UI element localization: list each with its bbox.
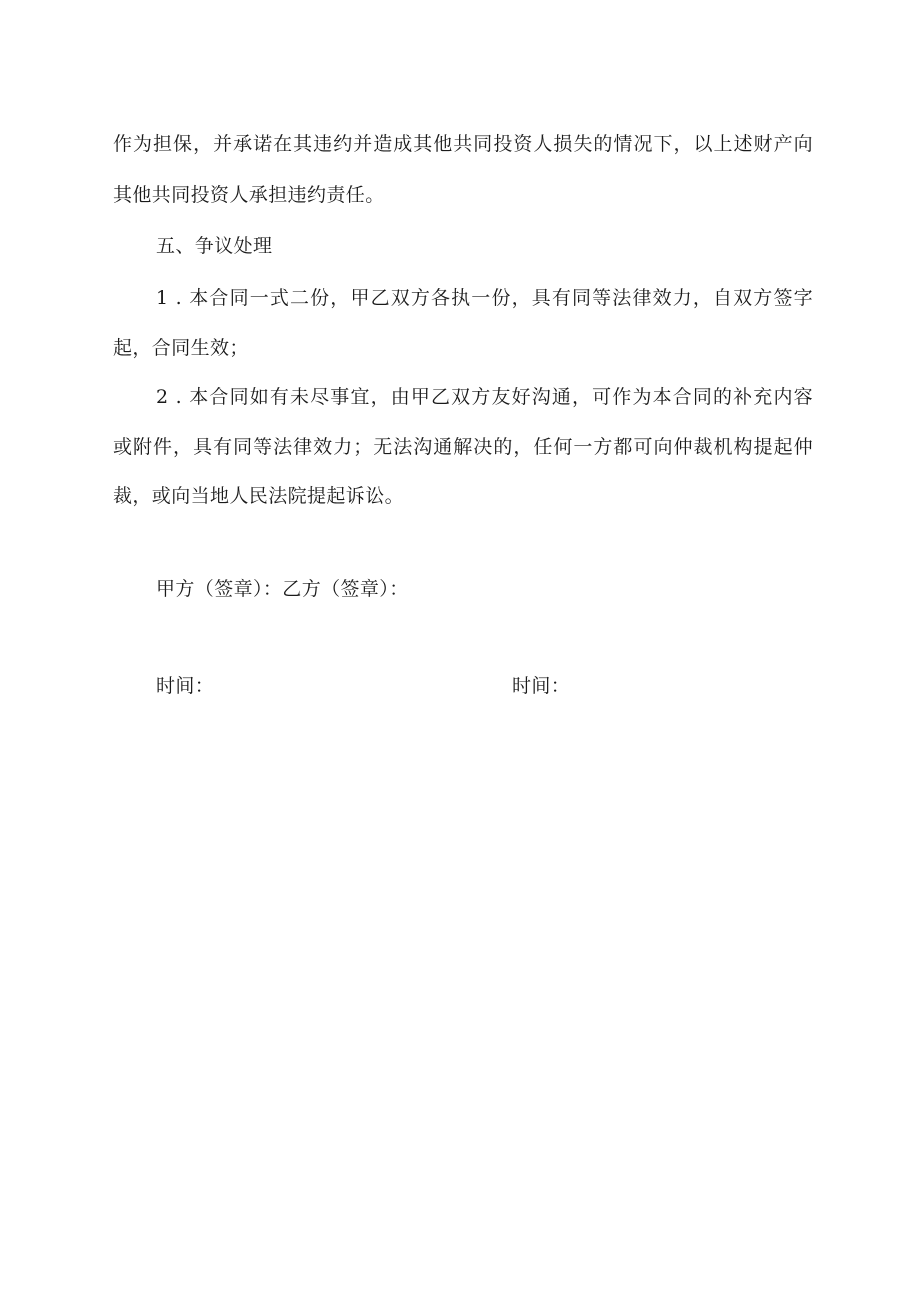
clause-2-line-3: 裁，或向当地人民法院提起诉讼。 — [113, 485, 405, 507]
clause-2-line-2: 或附件，具有同等法律效力；无法沟通解决的，任何一方都可向仲裁机构提起仲 — [113, 436, 813, 458]
signature-parties-line: 甲方（签章）：乙方（签章）： — [156, 578, 409, 600]
guarantee-paragraph-line-2: 其他共同投资人承担违约责任。 — [113, 184, 385, 206]
clause-1-line-2: 起，合同生效； — [113, 337, 249, 359]
section-heading-dispute: 五、争议处理 — [156, 235, 273, 257]
clause-2-line-1: 2 . 本合同如有未尽事宜，由甲乙双方友好沟通，可作为本合同的补充内容 — [156, 386, 813, 408]
clause-1-line-1: 1 . 本合同一式二份，甲乙双方各执一份，具有同等法律效力，自双方签字 — [156, 287, 813, 309]
guarantee-paragraph-line-1: 作为担保，并承诺在其违约并造成其他共同投资人损失的情况下，以上述财产向 — [113, 133, 813, 155]
party-a-time-label: 时间： — [156, 675, 215, 697]
party-b-time-label: 时间： — [512, 675, 571, 697]
